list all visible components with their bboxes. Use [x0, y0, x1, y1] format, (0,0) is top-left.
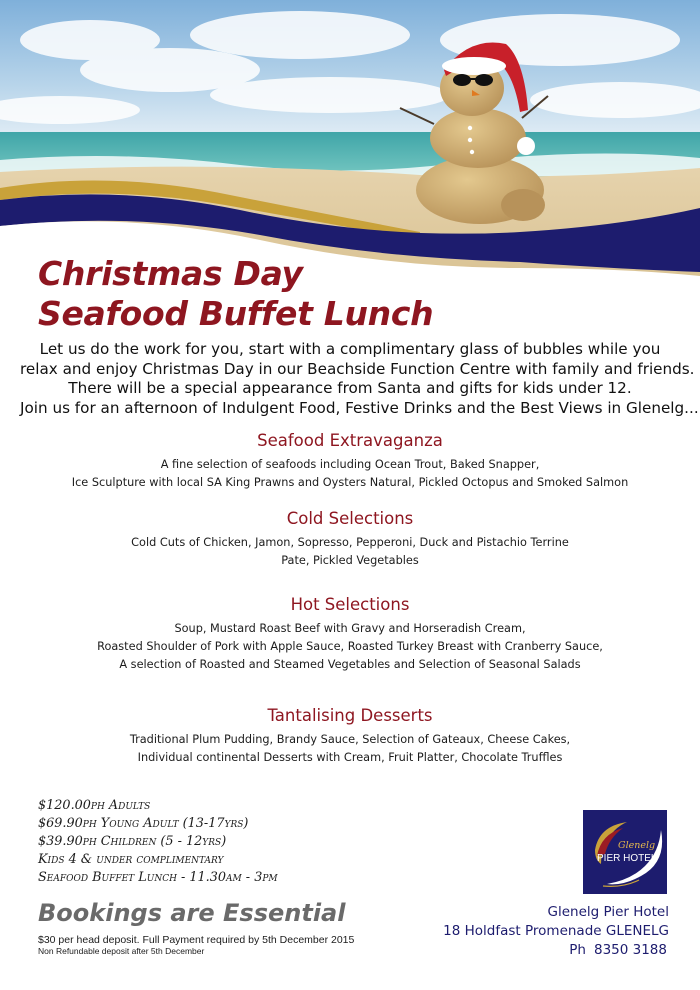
menu-line: A fine selection of seafoods including Ocean Trout, Baked Snapper, — [160, 458, 540, 471]
hotel-address: 18 Holdfast Promenade GLENELG — [443, 923, 669, 939]
section-heading: Hot Selections — [290, 595, 410, 614]
hotel-name: Glenelg Pier Hotel — [547, 904, 669, 920]
menu-line: Traditional Plum Pudding, Brandy Sauce, Selection of Gateaux, Cheese Cakes, — [129, 733, 571, 746]
section-heading: Seafood Extravaganza — [257, 431, 443, 450]
price-label: Kids 4 & under complimentary — [38, 852, 224, 867]
price-label: Seafood Buffet Lunch - 11.30am - 3pm — [38, 870, 278, 885]
price-row — [38, 815, 278, 833]
intro-line: There will be a special appearance from Santa and gifts for kids under 12. — [68, 379, 632, 397]
price-label: ph Children (5 - 12yrs) — [82, 834, 227, 849]
pier-hotel-logo-icon — [583, 810, 667, 894]
hero-beach-image — [0, 0, 700, 290]
menu-line: Soup, Mustard Roast Beef with Gravy and Horseradish Cream, — [174, 622, 526, 635]
intro-line: Let us do the work for you, start with a complimentary glass of bubbles while you — [39, 340, 661, 358]
menu-line: Pate, Pickled Vegetables — [281, 554, 419, 567]
title-line-2: Seafood Buffet Lunch — [38, 294, 434, 333]
price-row — [38, 851, 278, 869]
page-title — [38, 254, 433, 334]
menu-line: Roasted Shoulder of Pork with Apple Sauce, Roasted Turkey Breast with Cranberry Sauce, — [97, 640, 603, 653]
logo-script-text: Glenelg — [618, 840, 656, 851]
menu-line: Cold Cuts of Chicken, Jamon, Sopresso, Pepperoni, Duck and Pistachio Terrine — [131, 536, 569, 549]
menu-line: Ice Sculpture with local SA King Prawns and Oysters Natural, Pickled Octopus and Smoked Salmon — [71, 476, 629, 489]
price-row — [38, 869, 278, 887]
bookings-heading: Bookings are Essential — [38, 899, 346, 927]
pier-hotel-logo — [583, 810, 667, 894]
price-row — [38, 833, 278, 851]
price-row — [38, 797, 278, 815]
section-heading: Cold Selections — [286, 509, 414, 528]
intro-line: relax and enjoy Christmas Day in our Beachside Function Centre with family and friends. — [20, 359, 695, 378]
section-cold-selections — [0, 508, 700, 570]
intro-line: Join us for an afternoon of Indulgent Food, Festive Drinks and the Best Views in Glenelg... — [20, 398, 699, 417]
price-amount: $39.90 — [38, 834, 83, 849]
menu-line: A selection of Roasted and Steamed Vegetables and Selection of Seasonal Salads — [119, 658, 581, 671]
section-seafood-extravaganza — [0, 430, 700, 492]
hotel-phone[interactable] — [443, 941, 669, 960]
phone-label: Ph — [569, 942, 586, 958]
contact-block — [443, 903, 669, 960]
phone-number[interactable]: 8350 3188 — [593, 942, 667, 958]
logo-brand-text: PIER HOTEL — [597, 853, 657, 864]
beach-snowman-illustration — [0, 0, 700, 290]
menu-line: Individual continental Desserts with Cream, Fruit Platter, Chocolate Truffles — [137, 751, 563, 764]
section-tantalising-desserts — [0, 705, 700, 767]
price-label: ph Young Adult (13-17yrs) — [82, 816, 249, 831]
section-heading: Tantalising Desserts — [267, 706, 433, 725]
intro-paragraph — [20, 340, 699, 418]
price-amount: $120.00 — [38, 798, 91, 813]
deposit-note: Non Refundable deposit after 5th December — [38, 946, 205, 956]
price-list — [38, 797, 278, 887]
section-hot-selections — [0, 594, 700, 674]
title-line-1: Christmas Day — [38, 254, 303, 293]
price-label: ph Adults — [90, 798, 151, 813]
price-amount: $69.90 — [38, 816, 83, 831]
deposit-text: $30 per head deposit. Full Payment required by 5th December 2015 — [38, 934, 355, 946]
